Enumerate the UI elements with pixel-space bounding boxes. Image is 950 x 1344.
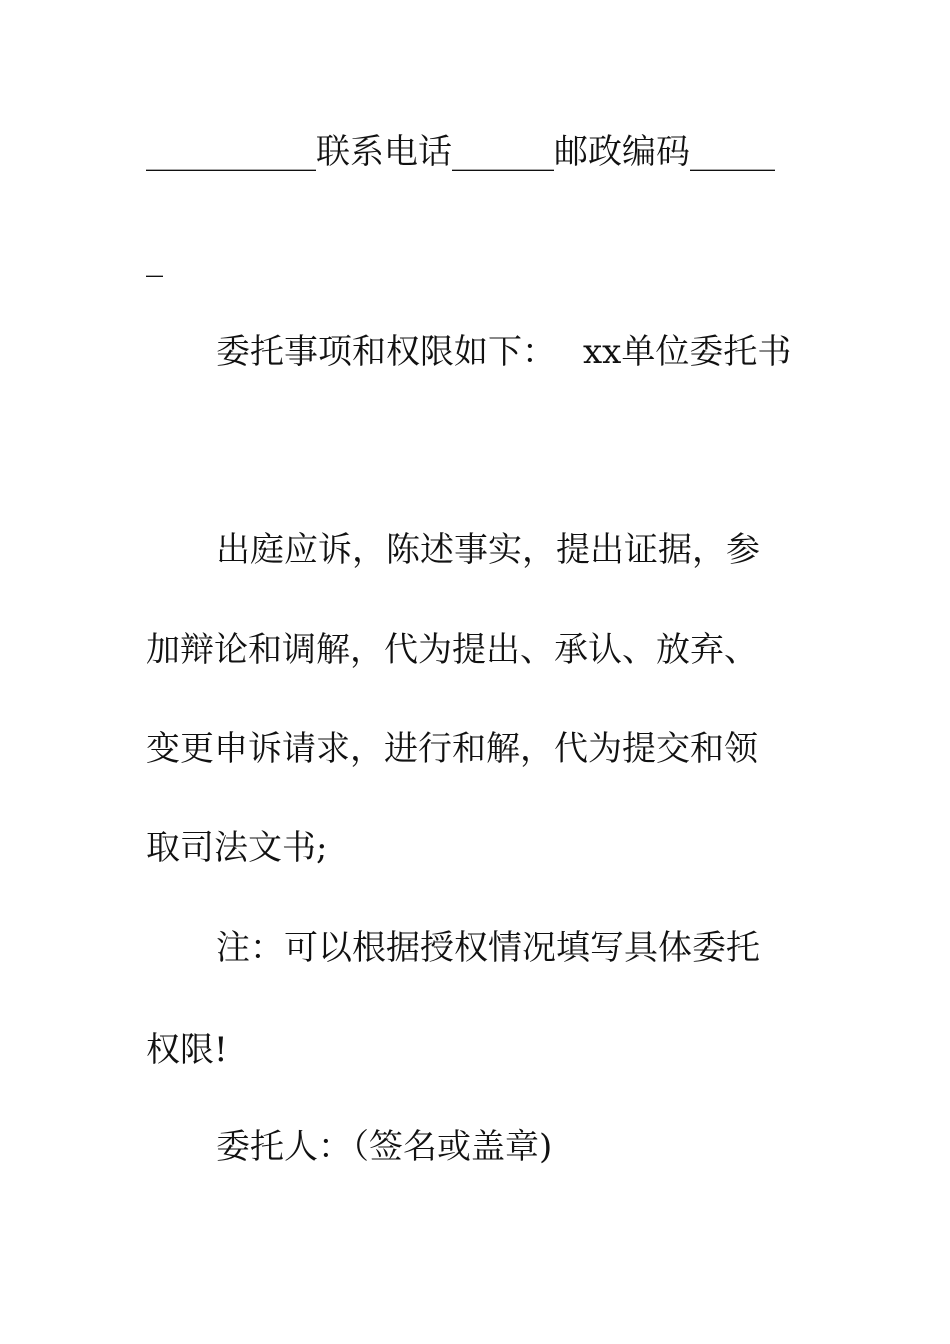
signer-line: 委托人：（签名或盖章) [216, 1127, 553, 1167]
delegation-heading: 委托事项和权限如下： [216, 332, 556, 372]
document-title: xx单位委托书 [583, 332, 792, 372]
authority-paragraph-line-2: 加辩论和调解，代为提出、承认、放弃、 [146, 630, 758, 670]
contact-fields-line: __________联系电话______邮政编码_____ [146, 132, 775, 172]
note-line-1: 注：可以根据授权情况填写具体委托 [216, 928, 760, 968]
underscore-continuation: _ [146, 238, 163, 278]
authority-paragraph-line-4: 取司法文书; [146, 828, 328, 868]
note-line-2: 权限! [146, 1030, 228, 1070]
authority-paragraph-line-3: 变更申诉请求，进行和解，代为提交和领 [146, 729, 758, 769]
authority-paragraph-line-1: 出庭应诉，陈述事实，提出证据，参 [216, 530, 760, 570]
